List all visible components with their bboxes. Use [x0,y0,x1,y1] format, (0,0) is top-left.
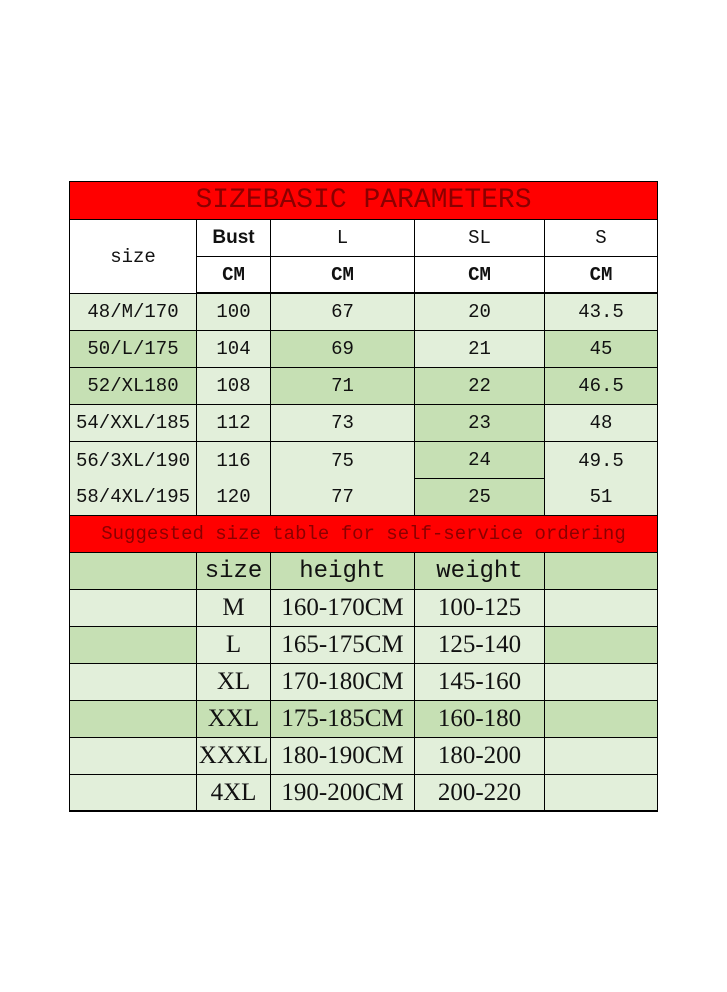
suggest-header-row [69,553,658,590]
sleeve-cell: 23 [415,405,545,442]
empty-cell [545,627,658,664]
bust-cell: 104 [197,331,271,368]
size-cell: 48/M/170 [69,294,197,331]
bust-header: Bust [197,220,271,257]
shoulder-cell: 49.5 [545,442,658,479]
shoulder-cell: 45 [545,331,658,368]
suggest-size-cell: 4XL [197,775,271,812]
suggest-size-cell: XXL [197,701,271,738]
suggest-size-cell: XL [197,664,271,701]
size-cell: 54/XXL/185 [69,405,197,442]
empty-cell [545,701,658,738]
sleeve-cell: 20 [415,294,545,331]
suggest-size-header: size [197,553,271,590]
bust-cell: 108 [197,368,271,405]
bust-cell: 116 [197,442,271,479]
length-header: L [271,220,415,257]
bust-unit: CM [197,257,271,294]
sleeve-cell: 21 [415,331,545,368]
weight-cell: 125-140 [415,627,545,664]
empty-cell [545,775,658,812]
size-header: size [69,220,197,294]
suggest-size-cell: XXXL [197,738,271,775]
table-row [69,405,658,442]
bust-cell: 120 [197,479,271,516]
weight-cell: 180-200 [415,738,545,775]
sleeve-cell: 25 [415,479,545,516]
suggest-row [69,775,658,812]
length-cell: 71 [271,368,415,405]
size-cell: 56/3XL/190 [69,442,197,479]
length-unit: CM [271,257,415,294]
suggest-row [69,664,658,701]
length-cell: 77 [271,479,415,516]
height-cell: 175-185CM [271,701,415,738]
empty-cell [545,664,658,701]
suggest-row [69,627,658,664]
table-row [69,331,658,368]
table-row [69,294,658,331]
height-cell: 190-200CM [271,775,415,812]
weight-header: weight [415,553,545,590]
shoulder-cell: 43.5 [545,294,658,331]
sleeve-cell: 22 [415,368,545,405]
height-cell: 170-180CM [271,664,415,701]
length-cell: 75 [271,442,415,479]
suggest-row [69,590,658,627]
empty-cell [545,553,658,590]
table-row [69,479,658,516]
shoulder-cell: 48 [545,405,658,442]
sleeve-cell: 24 [415,442,545,479]
empty-cell [69,664,197,701]
height-cell: 160-170CM [271,590,415,627]
shoulder-header: S [545,220,658,257]
weight-cell: 145-160 [415,664,545,701]
length-cell: 73 [271,405,415,442]
empty-cell [69,553,197,590]
header-row [69,220,658,294]
empty-cell [69,590,197,627]
suggest-row [69,738,658,775]
weight-cell: 200-220 [415,775,545,812]
table-row [69,368,658,405]
empty-cell [69,775,197,812]
table-row [69,442,658,479]
suggest-size-cell: L [197,627,271,664]
empty-cell [545,590,658,627]
empty-cell [545,738,658,775]
length-cell: 67 [271,294,415,331]
shoulder-unit: CM [545,257,658,294]
table-title: SIZEBASIC PARAMETERS [69,182,658,220]
suggest-size-cell: M [197,590,271,627]
height-cell: 180-190CM [271,738,415,775]
sleeve-header: SL [415,220,545,257]
bust-cell: 100 [197,294,271,331]
length-cell: 69 [271,331,415,368]
suggest-row [69,701,658,738]
height-cell: 165-175CM [271,627,415,664]
size-cell: 50/L/175 [69,331,197,368]
title-row [69,182,658,220]
empty-cell [69,627,197,664]
weight-cell: 160-180 [415,701,545,738]
suggest-title: Suggested size table for self-service ordering [69,516,658,553]
shoulder-cell: 51 [545,479,658,516]
suggest-title-row [69,516,658,553]
size-chart-table [69,181,658,811]
size-cell: 58/4XL/195 [69,479,197,516]
size-cell: 52/XL180 [69,368,197,405]
height-header: height [271,553,415,590]
weight-cell: 100-125 [415,590,545,627]
sleeve-unit: CM [415,257,545,294]
bust-cell: 112 [197,405,271,442]
shoulder-cell: 46.5 [545,368,658,405]
empty-cell [69,738,197,775]
empty-cell [69,701,197,738]
